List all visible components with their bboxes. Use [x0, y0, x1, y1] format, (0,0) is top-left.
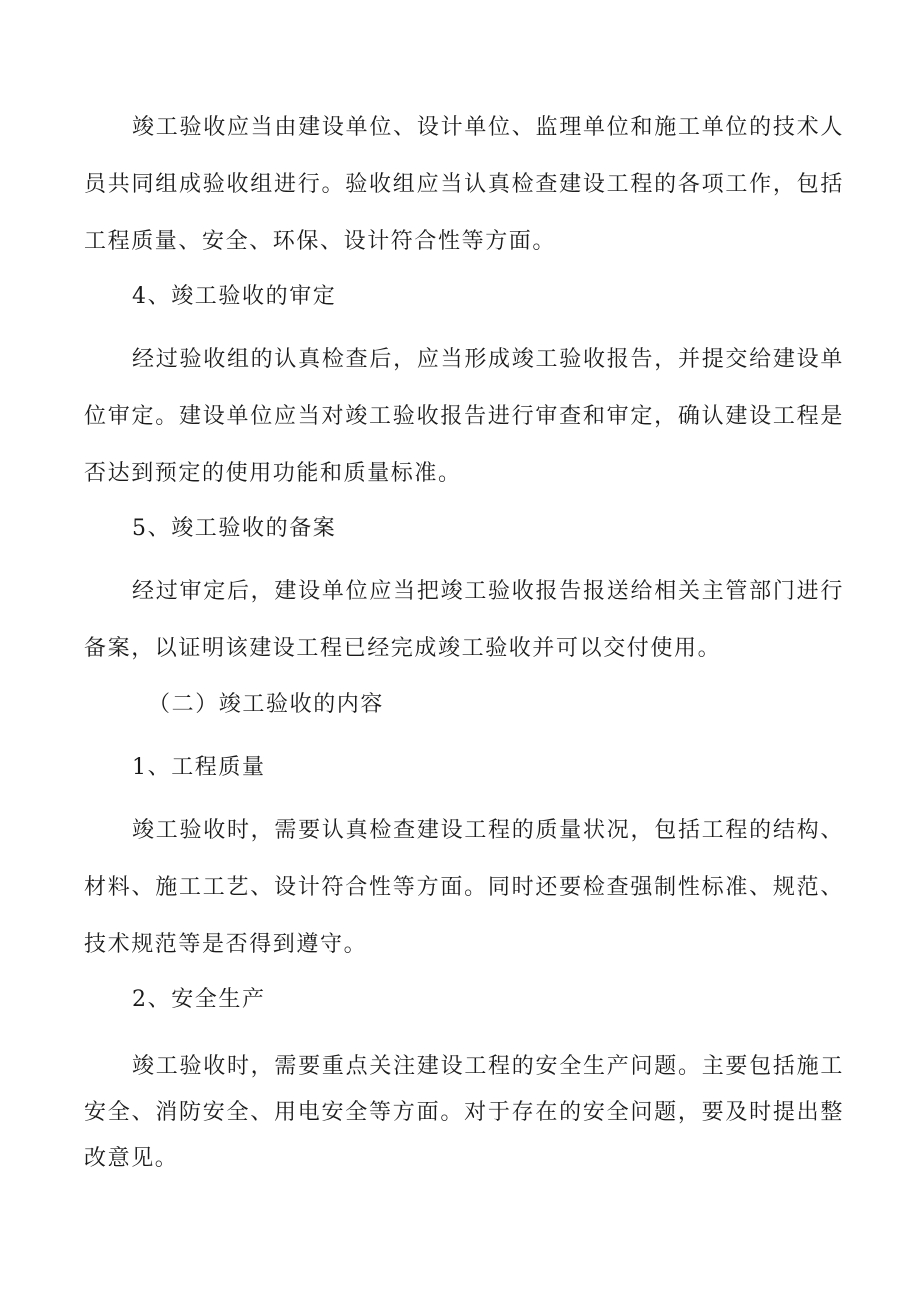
section-heading-acceptance-content: （二）竣工验收的内容 [148, 692, 385, 717]
paragraph-filing: 经过审定后，建设单位应当把竣工验收报告报送给相关主管部门进行备案，以证明该建设工程已经完成竣工验收并可以交付使用。 [84, 579, 844, 661]
paragraph-acceptance-team: 竣工验收应当由建设单位、设计单位、监理单位和施工单位的技术人员共同组成验收组进行。验收组应当认真检查建设工程的各项工作，包括工程质量、安全、环保、设计符合性等方面。 [84, 115, 844, 254]
heading-acceptance-approval: 4、竣工验收的审定 [132, 284, 337, 309]
paragraph-safety-check: 竣工验收时，需要重点关注建设工程的安全生产问题。主要包括施工安全、消防安全、用电安全等方面。对于存在的安全问题，要及时提出整改意见。 [84, 1054, 844, 1171]
heading-engineering-quality: 1、工程质量 [132, 755, 266, 780]
heading-safety-production: 2、安全生产 [132, 987, 266, 1012]
paragraph-acceptance-report: 经过验收组的认真检查后，应当形成竣工验收报告，并提交给建设单位审定。建设单位应当对竣工验收报告进行审查和审定，确认建设工程是否达到预定的使用功能和质量标准。 [84, 347, 844, 486]
paragraph-quality-check: 竣工验收时，需要认真检查建设工程的质量状况，包括工程的结构、材料、施工工艺、设计符合性等方面。同时还要检查强制性标准、规范、技术规范等是否得到遵守。 [84, 818, 844, 957]
heading-acceptance-filing: 5、竣工验收的备案 [132, 516, 337, 541]
